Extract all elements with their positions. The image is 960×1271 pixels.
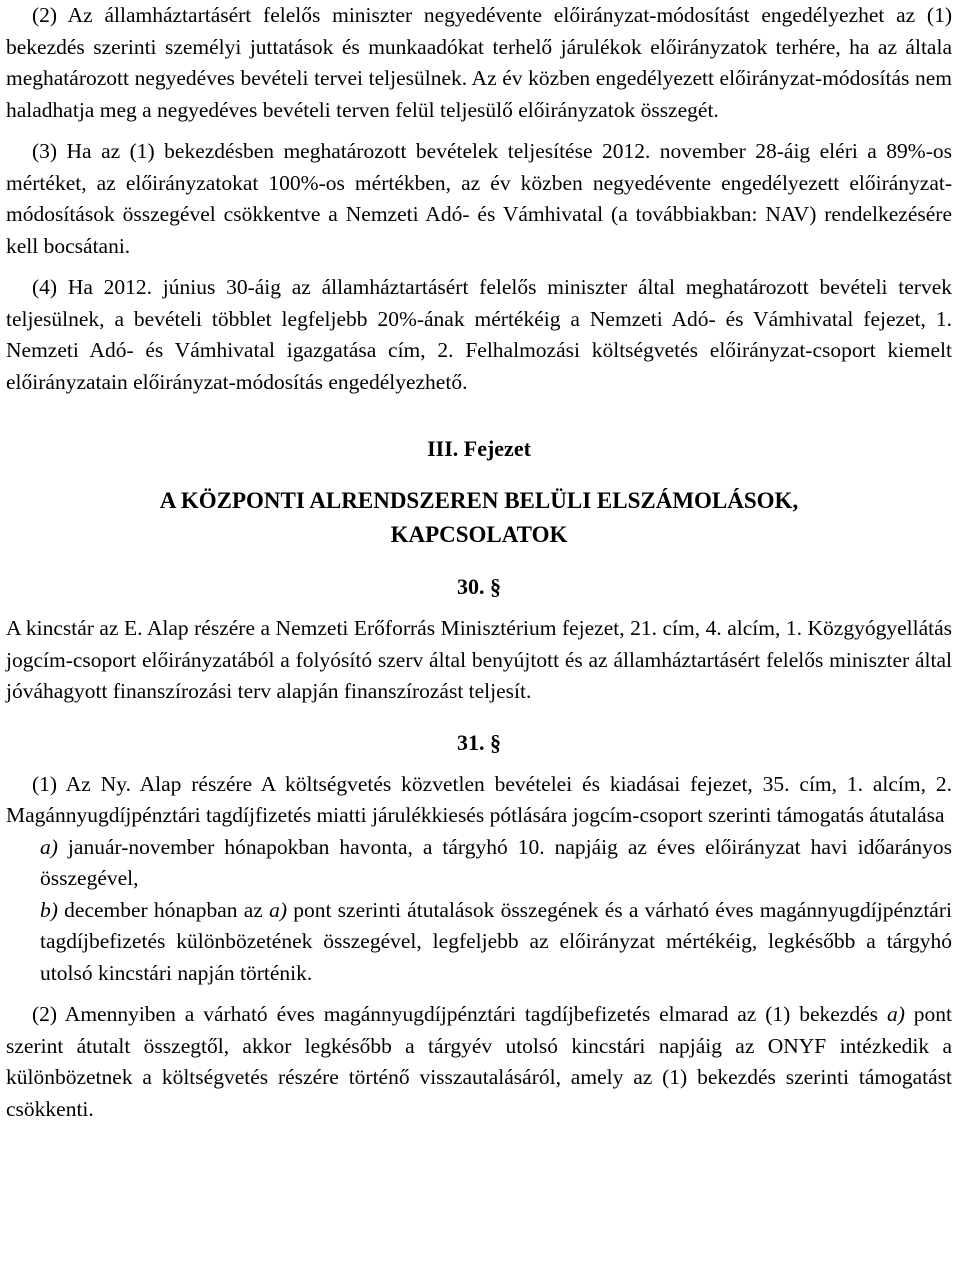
section-30-text: A kincstár az E. Alap részére a Nemzeti Erőforrás Minisztérium fejezet, 21. cím, 4. alcím, 1. Közgyógyellátás jogcím-csoport előirányzatából a folyósító szerv által benyújtott és az államháztartásért felelős miniszter által jóváhagyott finanszírozási terv alapján finanszírozást teljesít. <box>6 616 952 703</box>
section-31-paragraph-2-text-1: (2) Amennyiben a várható éves magánnyugdíjpénztári tagdíjbefizetés elmarad az (1) bekezdés <box>32 1002 887 1026</box>
section-30-heading: 30. § <box>457 574 501 599</box>
list-item-b-label: b) <box>40 897 58 922</box>
list-item-b-text-1: december hónapban az <box>57 897 270 922</box>
paragraph-3: (3) Ha az (1) bekezdésben meghatározott bevételek teljesítése 2012. november 28-áig eléri a 89%-os mértéket, az előirányzatokat 100%-os mértékben, az év közben negyedévente engedélyezett előirányzat-módosítások összegével csökkentve a Nemzeti Adó- és Vámhivatal (a továbbiakban: NAV) rendelkezésére kell bocsátani. <box>6 139 952 258</box>
list-item-b-text-2: pont szerinti átutalások összegének és a várható éves magánnyugdíjpénztári tagdíjbefizetés különbözetének összegével, legfeljebb az előirányzat mértékéig, legkésőbb a tárgyhó utolsó kincstári napján történik. <box>40 897 952 985</box>
section-31-paragraph-1: (1) Az Ny. Alap részére A költségvetés közvetlen bevételei és kiadásai fejezet, 35. cím, 1. alcím, 2. Magánnyugdíjpénztári tagdíjfizetés miatti járulékkiesés pótlására jogcím-csoport szerinti támogatás átutalása <box>6 771 952 827</box>
paragraph-2: (2) Az államháztartásért felelős miniszter negyedévente előirányzat-módosítást engedélyezhet az (1) bekezdés szerinti személyi juttatások és munkaadókat terhelő járulékok előirányzatok terhére, ha az általa meghatározott negyedéves bevételi tervei teljesülnek. Az év közben engedélyezett előirányzat-módosítás nem haladhatja meg a negyedéves bevételi terven felül teljesülő előirányzatok összegét. <box>6 3 952 122</box>
chapter-number: III. Fejezet <box>427 436 531 461</box>
chapter-title-line-1: A KÖZPONTI ALRENDSZEREN BELÜLI ELSZÁMOLÁSOK, <box>159 488 799 513</box>
paragraph-4: (4) Ha 2012. június 30-áig az államháztartásért felelős miniszter által meghatározott bevételi tervek teljesülnek, a bevételi többlet legfeljebb 20%-ának mértékéig a Nemzeti Adó- és Vámhivatal fejezet, 1. Nemzeti Adó- és Vámhivatal igazgatása cím, 2. Felhalmozási költségvetés előirányzat-csoport kiemelt előirányzatain előirányzat-módosítás engedélyezhető. <box>6 275 952 394</box>
chapter-title-line-2: KAPCSOLATOK <box>390 522 568 547</box>
list-item-a <box>6 832 952 895</box>
list-item-a-text: január-november hónapokban havonta, a tárgyhó 10. napjáig az éves előirányzat havi időarányos összegével, <box>40 834 952 890</box>
list-item-a-label: a) <box>40 834 58 859</box>
section-31-paragraph-2-text-2: pont szerint átutalt összegtől, akkor legkésőbb a tárgyév utolsó kincstári napjáig az ONYF intézkedik a különbözetnek a költségvetés részére történő visszautalásáról, amely az (1) bekezdés szerinti támogatást csökkenti. <box>6 1002 952 1121</box>
section-31-heading: 31. § <box>457 729 501 755</box>
section-31-paragraph-2-reference: a) <box>886 1002 905 1026</box>
section-31-paragraph-2 <box>6 999 952 1125</box>
list-item-b <box>6 895 952 990</box>
chapter-title <box>6 484 952 552</box>
list-item-b-reference: a) <box>269 897 287 922</box>
